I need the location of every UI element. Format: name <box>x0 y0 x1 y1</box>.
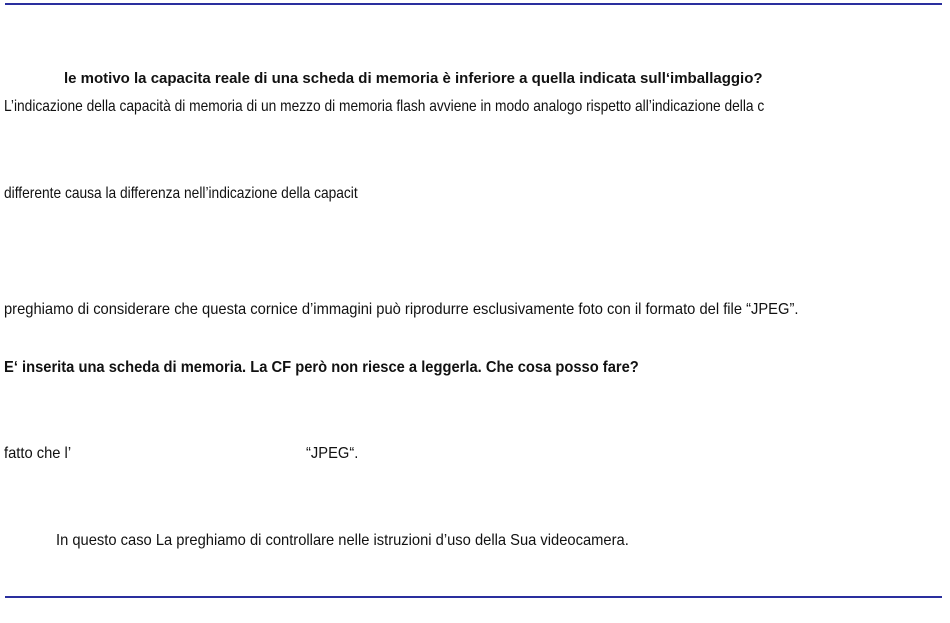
faq-answer-jpeg-format: preghiamo di considerare che questa cornice d’immagini può riprodurre esclusivamente foto con il formato del file “JPEG”. <box>4 301 799 318</box>
faq-answer-card-part-2: “JPEG“. <box>306 445 359 462</box>
top-rule <box>5 3 942 5</box>
faq-question-card-unreadable: E‘ inserita una scheda di memoria. La CF però non riesce a leggerla. Che cosa posso fare? <box>4 359 639 376</box>
faq-answer-capacity-line-2: differente causa la differenza nell’indicazione della capacit <box>4 185 358 202</box>
faq-answer-card-part-1: fatto che l’ <box>4 445 72 462</box>
faq-answer-capacity-line-1: L’indicazione della capacità di memoria di un mezzo di memoria flash avviene in modo analogo rispetto all’indicazione della c <box>4 98 765 115</box>
bottom-rule <box>5 596 942 598</box>
faq-question-capacity: le motivo la capacita reale di una scheda di memoria è inferiore a quella indicata sull‘imballaggio? <box>64 70 763 87</box>
faq-answer-videocamera: In questo caso La preghiamo di controllare nelle istruzioni d’uso della Sua videocamera. <box>56 532 629 549</box>
